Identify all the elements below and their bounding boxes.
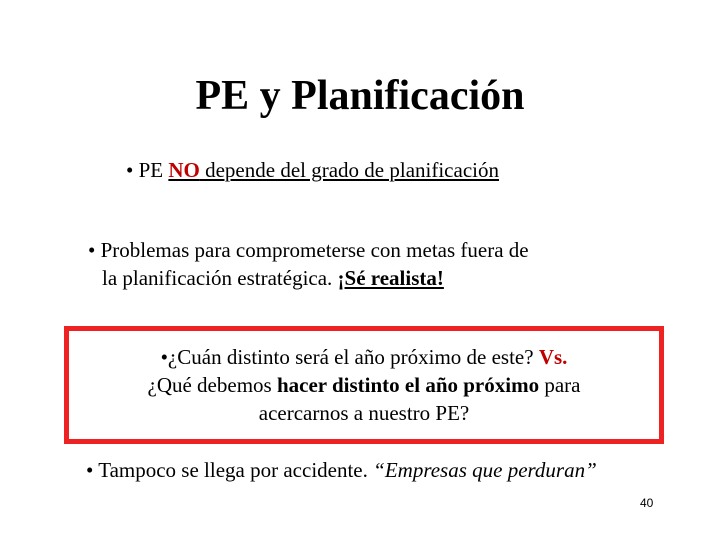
- bullet-tampoco: [86, 457, 597, 483]
- bullet2-emphasis: ¡Sé realista!: [337, 266, 444, 290]
- box-line2-a: ¿Qué debemos: [147, 373, 277, 397]
- box-line1-text: •¿Cuán distinto será el año próximo de este?: [160, 345, 539, 369]
- slide-title: PE y Planificación: [195, 73, 525, 119]
- box-line1: [69, 343, 659, 371]
- bullet3-quote: “Empresas que perduran”: [373, 458, 597, 482]
- bullet1-rest: depende del grado de planificación: [199, 158, 499, 182]
- bullet1-no: NO: [168, 158, 200, 182]
- bullet1-prefix: • PE: [126, 158, 169, 182]
- bullet1-underlined: [168, 158, 499, 182]
- bullet-pe-no-depende: [126, 157, 499, 183]
- box-line3: acercarnos a nuestro PE?: [258, 401, 470, 425]
- bullet3-text: • Tampoco se llega por accidente.: [86, 458, 374, 482]
- bullet2-line2: [88, 264, 529, 292]
- bullet2-line1: • Problemas para comprometerse con metas fuera de: [88, 238, 529, 262]
- bullet2-line2-text: la planificación estratégica.: [102, 266, 338, 290]
- page-number: 40: [640, 496, 654, 510]
- bullet-problemas: [88, 236, 529, 292]
- highlight-box: [64, 326, 664, 444]
- box-line2-c: para: [539, 373, 581, 397]
- box-line2: [69, 371, 659, 399]
- highlight-box-text: [69, 343, 659, 427]
- box-vs: Vs.: [538, 345, 568, 369]
- box-line2-bold: hacer distinto el año próximo: [276, 373, 540, 397]
